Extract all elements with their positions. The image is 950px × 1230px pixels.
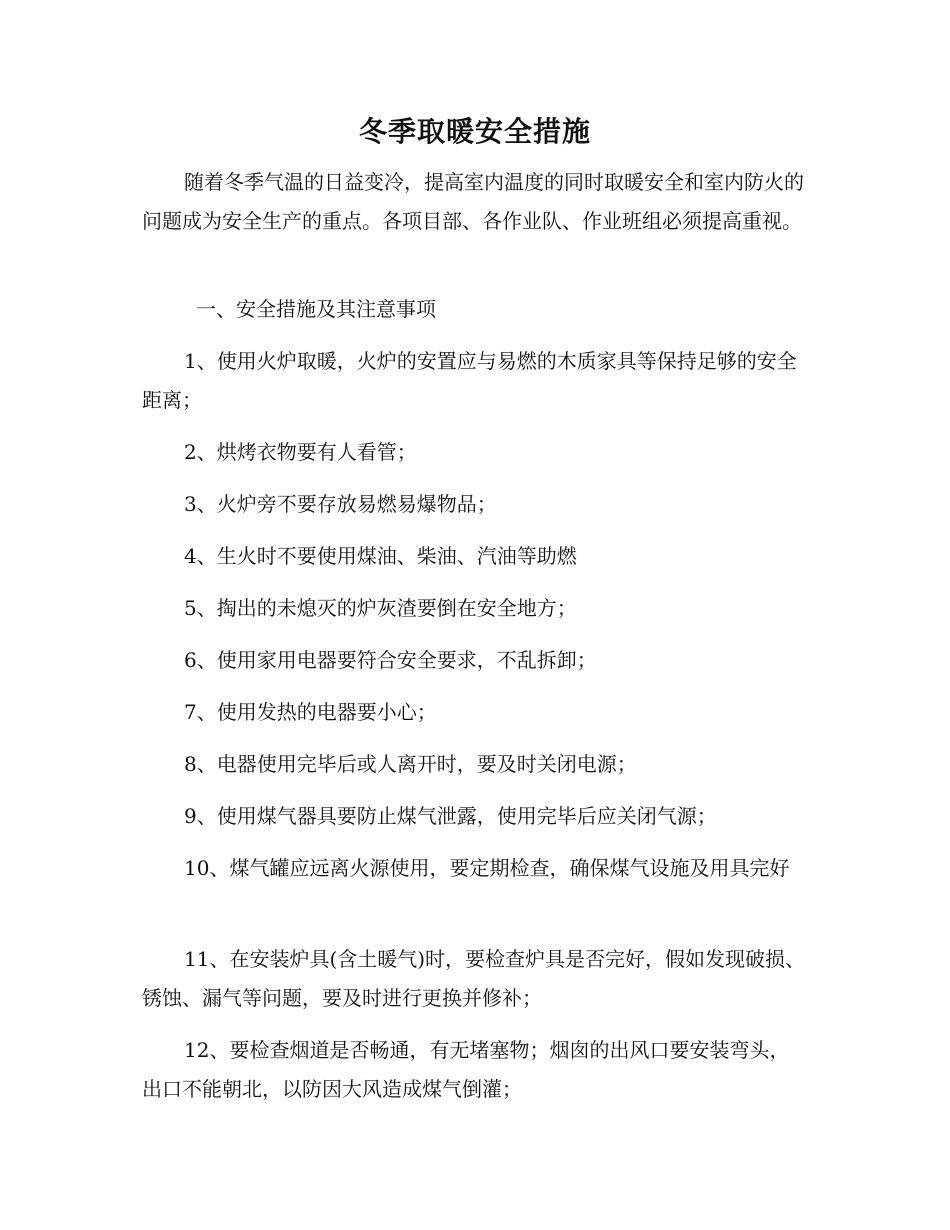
list-item: 6、使用家用电器要符合安全要求，不乱拆卸； (184, 648, 597, 672)
list-item: 3、火炉旁不要存放易燃易爆物品； (184, 492, 497, 516)
list-item: 12、要检查烟道是否畅通，有无堵塞物；烟囱的出风口要安装弯头，出口不能朝北，以防因大风造成煤气倒灌； (142, 1038, 790, 1101)
list-item: 4、生火时不要使用煤油、柴油、汽油等助燃 (184, 544, 577, 568)
list-item: 1、使用火炉取暖，火炉的安置应与易燃的木质家具等保持足够的安全距离； (142, 349, 797, 412)
document-title: 冬季取暖安全措施 (358, 115, 591, 148)
intro-paragraph: 随着冬季气温的日益变冷，提高室内温度的同时取暖安全和室内防火的问题成为安全生产的重点。各项目部、各作业队、作业班组必须提高重视。 (142, 170, 804, 233)
list-item: 11、在安装炉具(含土暖气)时，要检查炉具是否完好，假如发现破损、锈蚀、漏气等问题，要及时进行更换并修补； (142, 947, 806, 1010)
list-item: 7、使用发热的电器要小心； (184, 700, 437, 724)
list-item: 10、煤气罐应远离火源使用，要定期检查，确保煤气设施及用具完好 (184, 856, 790, 880)
list-item: 2、烘烤衣物要有人看管； (184, 440, 417, 464)
list-item: 8、电器使用完毕后或人离开时，要及时关闭电源； (184, 752, 637, 776)
section-heading: 一、安全措施及其注意事项 (196, 297, 436, 321)
list-item: 5、掏出的未熄灭的炉灰渣要倒在安全地方； (184, 596, 577, 620)
list-item: 9、使用煤气器具要防止煤气泄露，使用完毕后应关闭气源； (184, 804, 717, 828)
